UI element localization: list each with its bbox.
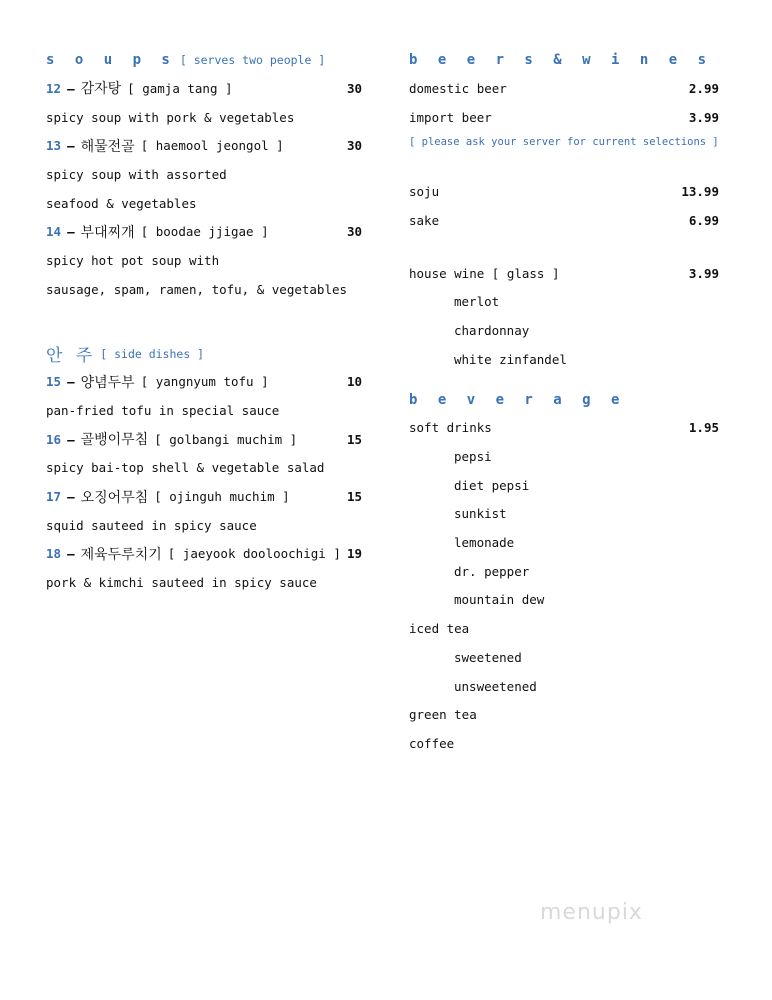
soft-drink-option: dr. pepper xyxy=(454,563,530,579)
soft-drinks-row xyxy=(409,414,719,443)
import-beer-row xyxy=(409,103,719,132)
item-name: house wine [ glass ] xyxy=(409,265,560,281)
item-description: spicy soup with pork & vegetables xyxy=(46,109,295,125)
item-description: pork & kimchi sauteed in spicy sauce xyxy=(46,575,317,591)
soft-drink-option: lemonade xyxy=(454,535,515,551)
iced-tea-row: iced tea xyxy=(409,621,470,637)
item-number: 18 xyxy=(46,546,62,562)
iced-tea-option: sweetened xyxy=(454,649,522,665)
beers-title: b e e r s & w i n e s xyxy=(409,52,713,68)
soft-drink-option: sunkist xyxy=(454,506,507,522)
domestic-beer-row xyxy=(409,74,719,103)
item-number: 13 xyxy=(46,138,62,154)
right-column xyxy=(409,46,719,758)
item-number: 17 xyxy=(46,489,62,505)
item-korean-name: 양념두부 xyxy=(80,374,135,391)
menu-item-12: 12 – 감자탕 [ gamja tang ] 30 xyxy=(46,74,362,103)
wine-option: white zinfandel xyxy=(454,351,567,367)
item-number: 16 xyxy=(46,431,62,447)
item-name: import beer xyxy=(409,109,492,125)
sides-title: 안 주 xyxy=(46,346,97,366)
soft-drink-option: diet pepsi xyxy=(454,477,530,493)
menu-item-16: 16 – 골뱅이무침 [ golbangi muchim ] 15 xyxy=(46,425,362,454)
item-name: soft drinks xyxy=(409,420,492,436)
item-price: 30 xyxy=(346,80,362,96)
item-price: 15 xyxy=(346,489,362,505)
beverage-header xyxy=(409,386,719,414)
item-description: spicy soup with assorted xyxy=(46,166,227,182)
item-korean-name: 오징어무침 xyxy=(80,489,149,506)
item-description: spicy bai-top shell & vegetable salad xyxy=(46,460,325,476)
menu-item-13: 13 – 해물전골 [ haemool jeongol ] 30 xyxy=(46,131,362,160)
item-price: 30 xyxy=(346,138,362,154)
wine-option: merlot xyxy=(454,294,500,310)
item-description: pan-fried tofu in special sauce xyxy=(46,403,280,419)
item-price: 3.99 xyxy=(688,109,719,125)
menu-item-15: 15 – 양념두부 [ yangnyum tofu ] 10 xyxy=(46,368,362,397)
coffee-row: coffee xyxy=(409,735,455,751)
item-name: soju xyxy=(409,184,440,200)
item-description: squid sauteed in spicy sauce xyxy=(46,517,257,533)
item-description: sausage, spam, ramen, tofu, & vegetables xyxy=(46,281,348,297)
item-price: 19 xyxy=(346,546,362,562)
item-korean-name: 골뱅이무침 xyxy=(80,432,149,449)
beers-note: [ please ask your server for current selections ] xyxy=(409,136,719,149)
menu-item-18: 18 – 제육두루치기 [ jaeyook dooloochigi ] 19 xyxy=(46,540,362,569)
sake-row xyxy=(409,206,719,235)
soju-row xyxy=(409,177,719,206)
item-name: domestic beer xyxy=(409,80,507,96)
item-roman-name: [ boodae jjigae ] xyxy=(140,224,269,240)
item-price: 3.99 xyxy=(688,265,719,281)
soft-drink-option: pepsi xyxy=(454,449,492,465)
item-roman-name: [ golbangi muchim ] xyxy=(154,431,298,447)
iced-tea-option: unsweetened xyxy=(454,678,537,694)
soups-title: s o u p s xyxy=(46,52,176,68)
menu-item-14: 14 – 부대찌개 [ boodae jjigae ] 30 xyxy=(46,217,362,246)
item-description: seafood & vegetables xyxy=(46,195,197,211)
sides-note: [ side dishes ] xyxy=(100,346,205,361)
left-column xyxy=(46,46,362,597)
beverage-title: b e v e r a g e xyxy=(409,391,626,408)
beers-header xyxy=(409,46,719,74)
menupix-watermark: menupix xyxy=(540,900,643,925)
item-price: 15 xyxy=(346,431,362,447)
item-roman-name: [ jaeyook dooloochigi ] xyxy=(167,546,341,562)
house-wine-row xyxy=(409,259,719,288)
item-price: 2.99 xyxy=(688,80,719,96)
item-description: spicy hot pot soup with xyxy=(46,252,220,268)
soups-header xyxy=(46,46,362,74)
item-korean-name: 부대찌개 xyxy=(80,224,135,241)
item-roman-name: [ yangnyum tofu ] xyxy=(140,374,269,390)
item-roman-name: [ haemool jeongol ] xyxy=(140,138,284,154)
soft-drink-option: mountain dew xyxy=(454,592,545,608)
green-tea-row: green tea xyxy=(409,707,477,723)
item-roman-name: [ ojinguh muchim ] xyxy=(154,489,290,505)
item-price: 30 xyxy=(346,224,362,240)
item-name: sake xyxy=(409,212,440,228)
item-price: 10 xyxy=(346,374,362,390)
item-number: 12 xyxy=(46,80,62,96)
item-price: 6.99 xyxy=(688,212,719,228)
menu-item-17: 17 – 오징어무침 [ ojinguh muchim ] 15 xyxy=(46,482,362,511)
item-price: 13.99 xyxy=(681,184,719,200)
soups-note: [ serves two people ] xyxy=(179,53,326,67)
item-korean-name: 감자탕 xyxy=(80,81,122,98)
item-number: 15 xyxy=(46,374,62,390)
item-price: 1.95 xyxy=(688,420,719,436)
item-korean-name: 해물전골 xyxy=(80,138,135,155)
item-korean-name: 제육두루치기 xyxy=(80,546,162,563)
item-number: 14 xyxy=(46,224,62,240)
item-roman-name: [ gamja tang ] xyxy=(127,80,233,96)
wine-option: chardonnay xyxy=(454,322,530,338)
sides-header xyxy=(46,340,362,368)
